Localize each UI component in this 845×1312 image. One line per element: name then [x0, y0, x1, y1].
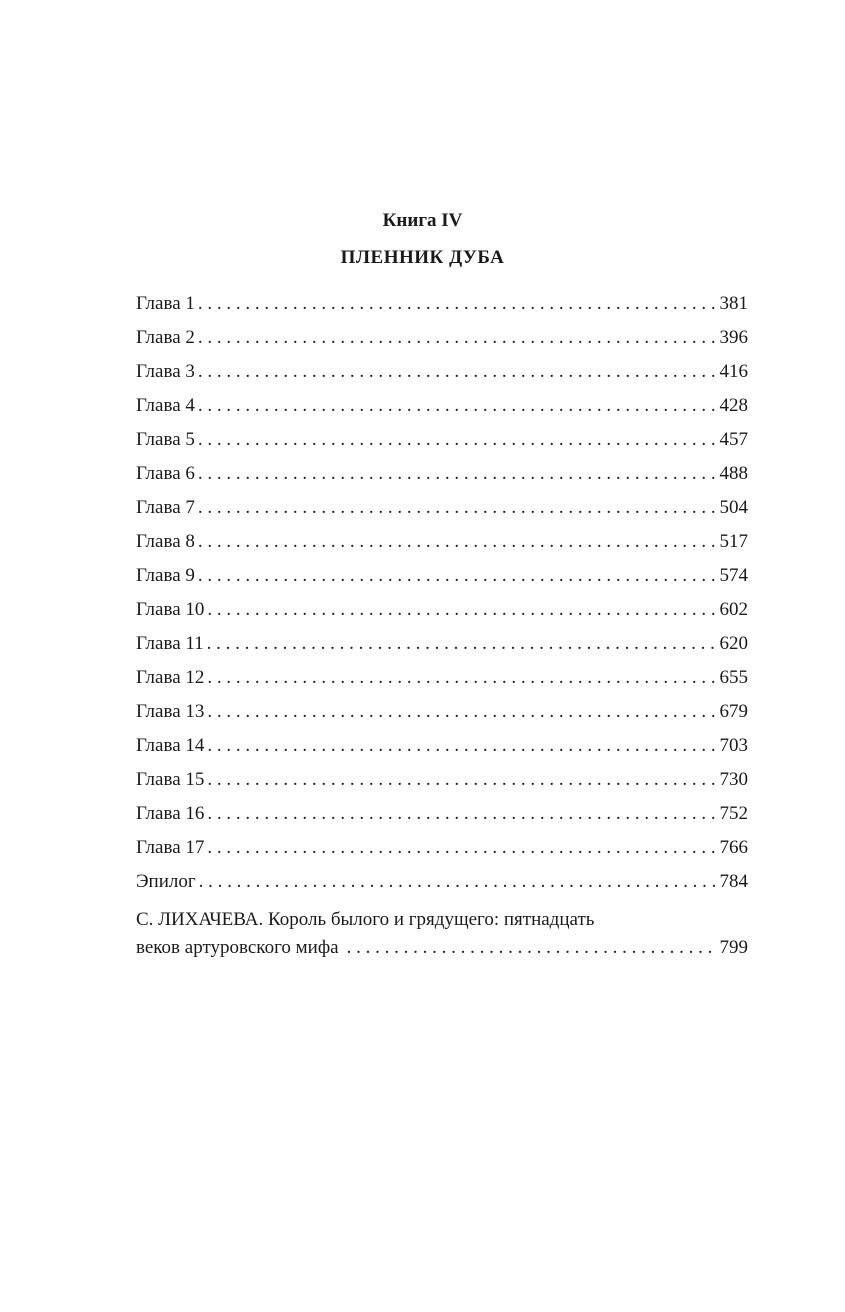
toc-row: [136, 494, 748, 528]
leader-dots: [207, 834, 715, 862]
appendix-title-line2: веков артуровского мифа: [136, 937, 339, 958]
toc-row: [136, 392, 748, 426]
leader-dots: [198, 562, 716, 590]
leader-dots: [198, 460, 716, 488]
toc-page-number: 752: [719, 803, 748, 824]
toc-chapter-label: Глава 7: [136, 497, 195, 518]
leader-dots: [198, 324, 716, 352]
leader-dots: [207, 698, 715, 726]
toc-chapter-label: Глава 6: [136, 463, 195, 484]
leader-dots: [199, 868, 716, 896]
toc-row: [136, 834, 748, 868]
toc-page-number: 574: [719, 565, 748, 586]
toc-page-number: 784: [719, 871, 748, 892]
toc-chapter-label: Глава 11: [136, 633, 204, 654]
toc-row: [136, 868, 748, 902]
leader-dots: [198, 426, 716, 454]
toc-chapter-label: Глава 2: [136, 327, 195, 348]
toc-row: [136, 358, 748, 392]
toc-row: [136, 528, 748, 562]
toc-page-number: 488: [719, 463, 748, 484]
toc-row: [136, 630, 748, 664]
leader-dots: [207, 766, 715, 794]
leader-dots: [207, 732, 715, 760]
toc-chapter-label: Глава 15: [136, 769, 205, 790]
toc-chapter-label: Эпилог: [136, 871, 196, 892]
toc-page-number: 504: [719, 497, 748, 518]
leader-dots: [207, 596, 715, 624]
toc-chapter-label: Глава 5: [136, 429, 195, 450]
toc-row: [136, 562, 748, 596]
toc-page-number: 730: [719, 769, 748, 790]
toc-page-number: 457: [719, 429, 748, 450]
leader-dots: [207, 664, 715, 692]
leader-dots: [207, 800, 715, 828]
toc-chapter-label: Глава 17: [136, 837, 205, 858]
toc-row: [136, 426, 748, 460]
leader-dots: [198, 392, 716, 420]
toc-row: [136, 596, 748, 630]
toc-chapter-label: Глава 1: [136, 293, 195, 314]
leader-dots: [207, 630, 716, 658]
toc-row: [136, 766, 748, 800]
toc-page-number: 416: [719, 361, 748, 382]
toc-page-number: 655: [719, 667, 748, 688]
toc-page-number: 602: [719, 599, 748, 620]
leader-dots: [198, 358, 716, 386]
toc-row: [136, 324, 748, 358]
toc-page-number: 428: [719, 395, 748, 416]
toc-chapter-label: Глава 16: [136, 803, 205, 824]
appendix-title-line1: С. ЛИХАЧЕВА. Король былого и грядущего: пятнадцать: [136, 909, 595, 930]
toc-row: [136, 460, 748, 494]
toc-chapter-label: Глава 13: [136, 701, 205, 722]
toc-row: [136, 800, 748, 834]
book-title: Книга IV: [382, 210, 463, 231]
toc-row: [136, 664, 748, 698]
leader-dots: [198, 528, 716, 556]
leader-dots: [198, 290, 716, 318]
appendix-entry: [136, 906, 748, 962]
toc-chapter-label: Глава 8: [136, 531, 195, 552]
leader-dots: [347, 934, 716, 962]
appendix-row: [136, 934, 748, 962]
toc-row: [136, 290, 748, 324]
toc-page-number: 766: [719, 837, 748, 858]
book-subtitle: ПЛЕННИК ДУБА: [340, 247, 505, 268]
leader-dots: [198, 494, 716, 522]
table-of-contents: [136, 290, 748, 902]
toc-chapter-label: Глава 3: [136, 361, 195, 382]
toc-page-number: 679: [719, 701, 748, 722]
toc-page-number: 381: [719, 293, 748, 314]
toc-chapter-label: Глава 12: [136, 667, 205, 688]
toc-row: [136, 732, 748, 766]
toc-chapter-label: Глава 10: [136, 599, 205, 620]
toc-page-number: 396: [719, 327, 748, 348]
toc-chapter-label: Глава 4: [136, 395, 195, 416]
toc-page-number: 703: [719, 735, 748, 756]
toc-chapter-label: Глава 14: [136, 735, 205, 756]
appendix-page-number: 799: [719, 937, 748, 958]
toc-chapter-label: Глава 9: [136, 565, 195, 586]
toc-page-number: 517: [719, 531, 748, 552]
toc-page-number: 620: [719, 633, 748, 654]
toc-row: [136, 698, 748, 732]
